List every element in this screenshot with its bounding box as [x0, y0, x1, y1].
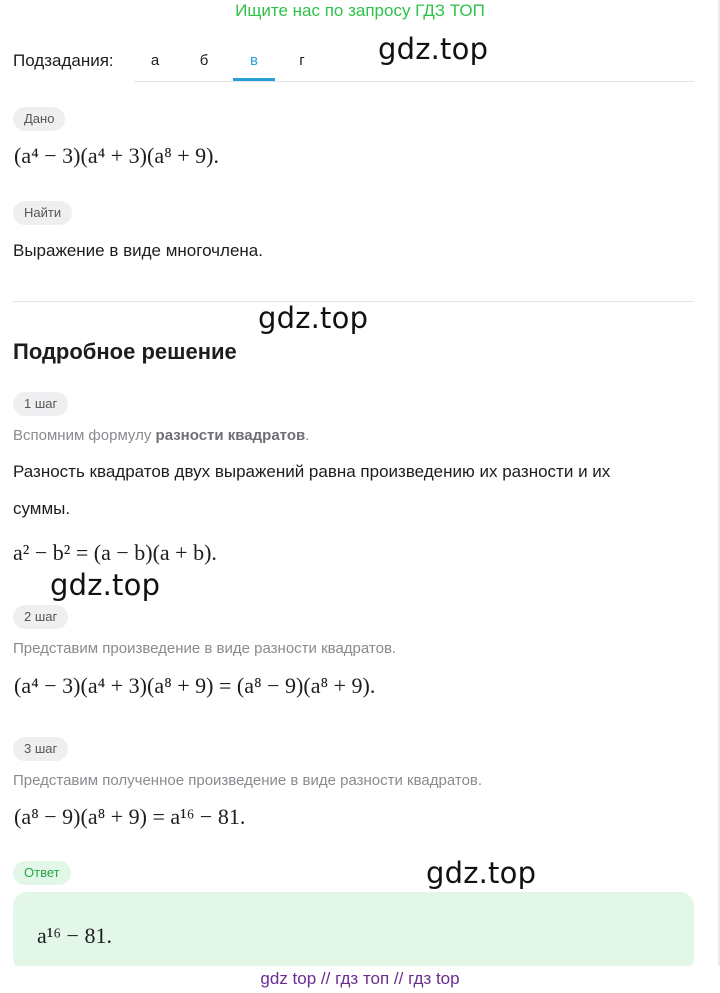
step-2-formula: (a⁴ − 3)(a⁴ + 3)(a⁸ + 9) = (a⁸ − 9)(a⁸ + 9). — [14, 673, 376, 698]
watermark: gdz.top — [426, 856, 537, 890]
solution-title: Подробное решение — [13, 339, 237, 364]
tab-a[interactable]: а — [150, 52, 160, 69]
watermark: gdz.top — [50, 568, 161, 602]
step-3-formula: (a⁸ − 9)(a⁸ + 9) = a¹⁶ − 81. — [14, 804, 246, 829]
answer-box — [13, 892, 694, 972]
step-1-chip: 1 шаг — [13, 392, 68, 416]
tab-v[interactable]: в — [233, 44, 275, 81]
given-chip: Дано — [13, 107, 65, 131]
step-3-hint: Представим полученное произведение в виде разности квадратов. — [13, 772, 483, 789]
given-formula: (a⁴ − 3)(a⁴ + 3)(a⁸ + 9). — [14, 143, 219, 168]
subtasks-label: Подзадания: — [13, 51, 114, 70]
step-1-hint: Вспомним формулу разности квадратов. — [13, 427, 310, 444]
step-2-chip: 2 шаг — [13, 605, 68, 629]
watermark: gdz.top — [378, 32, 489, 66]
step-1-text-cont: суммы. — [13, 499, 71, 518]
term-bold: разности квадратов — [155, 427, 306, 444]
footer-links: gdz top // гдз топ // гдз top — [0, 966, 720, 993]
step-1-formula: a² − b² = (a − b)(a + b). — [13, 540, 217, 565]
watermark: gdz.top — [258, 301, 369, 335]
tab-g[interactable]: г — [299, 52, 305, 69]
find-text: Выражение в виде многочлена. — [13, 241, 263, 260]
search-banner: Ищите нас по запросу ГДЗ ТОП — [235, 1, 485, 20]
answer-chip: Ответ — [13, 861, 71, 885]
step-1-text: Разность квадратов двух выражений равна произведению их разности и их — [13, 462, 611, 481]
step-3-chip: 3 шаг — [13, 737, 68, 761]
step-2-hint: Представим произведение в виде разности квадратов. — [13, 640, 397, 657]
find-chip: Найти — [13, 201, 72, 225]
tab-b[interactable]: б — [199, 52, 209, 69]
answer-formula: a¹⁶ − 81. — [37, 923, 112, 948]
